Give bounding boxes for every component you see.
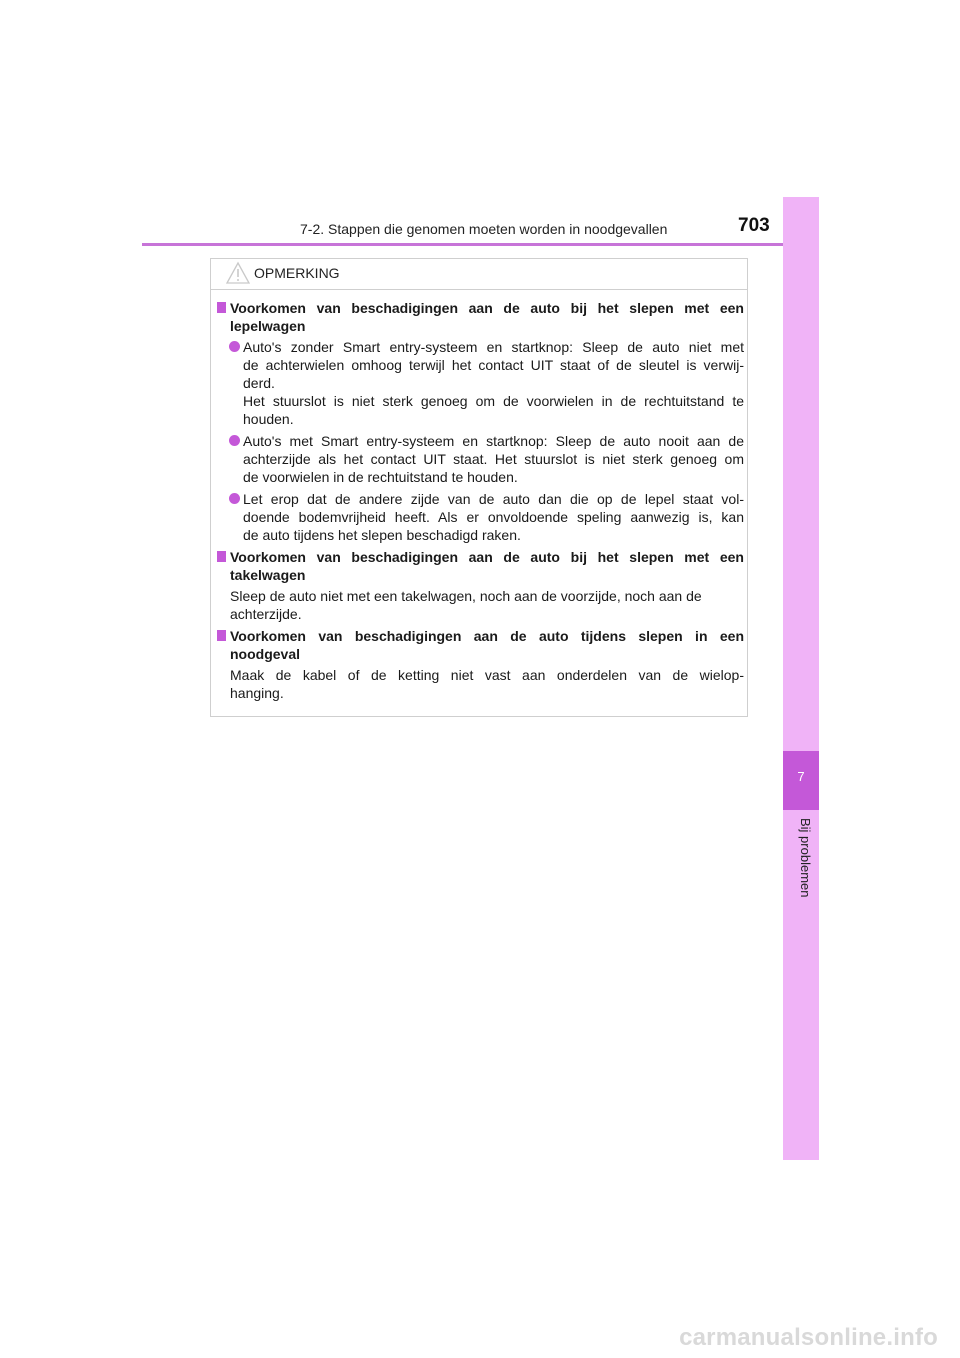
section-text: Maak de kabel of de ketting niet vast aan onderdelen van de wielop- hanging. (230, 667, 744, 701)
section-text: Sleep de auto niet met een takelwagen, noch aan de voorzijde, noch aan de achterzijde. (230, 588, 702, 622)
watermark: carmanualsonline.info (679, 1324, 938, 1351)
round-bullet-icon (229, 341, 240, 352)
square-bullet-icon (217, 302, 226, 313)
chapter-side-tab (783, 197, 819, 1160)
page-number: 703 (738, 215, 770, 236)
section-title: Voorkomen van beschadigingen aan de auto bij het slepen met een takelwagen (217, 548, 744, 584)
notice-label: OPMERKING (254, 265, 340, 281)
bullet-item: Auto's zonder Smart entry-systeem en startknop: Sleep de auto niet met de achterwielen omhoog terwijl het contact UIT staat of de sleutel is verwij- derd. Het stuurslot is niet sterk genoeg om de voorwielen in de rechtuitstand te houden. (217, 338, 744, 428)
notice-box (210, 258, 748, 717)
header-divider (142, 243, 818, 246)
running-header: 7-2. Stappen die genomen moeten worden in noodgevallen (300, 221, 668, 237)
round-bullet-icon (229, 493, 240, 504)
section-title: Voorkomen van beschadigingen aan de auto tijdens slepen in een noodgeval (217, 627, 744, 663)
square-bullet-icon (217, 551, 226, 562)
square-bullet-icon (217, 630, 226, 641)
warning-triangle-icon (225, 261, 251, 285)
round-bullet-icon (229, 435, 240, 446)
chapter-number: 7 (797, 769, 805, 784)
notice-body (217, 299, 744, 706)
section-title: Voorkomen van beschadigingen aan de auto bij het slepen met een lepelwagen (217, 299, 744, 335)
chapter-label: Bij problemen (798, 818, 813, 898)
notice-header (211, 259, 747, 290)
bullet-item: Auto's met Smart entry-systeem en startknop: Sleep de auto nooit aan de achterzijde als het contact UIT staat. Het stuurslot is niet sterk genoeg om de voorwielen in de rechtuitstand te houden. (217, 432, 744, 486)
bullet-item: Let erop dat de andere zijde van de auto dan die op de lepel staat vol- doende bodemvrijheid heeft. Als er onvoldoende speling aanwezig is, kan de auto tijdens het slepen beschadigd raken. (217, 490, 744, 544)
